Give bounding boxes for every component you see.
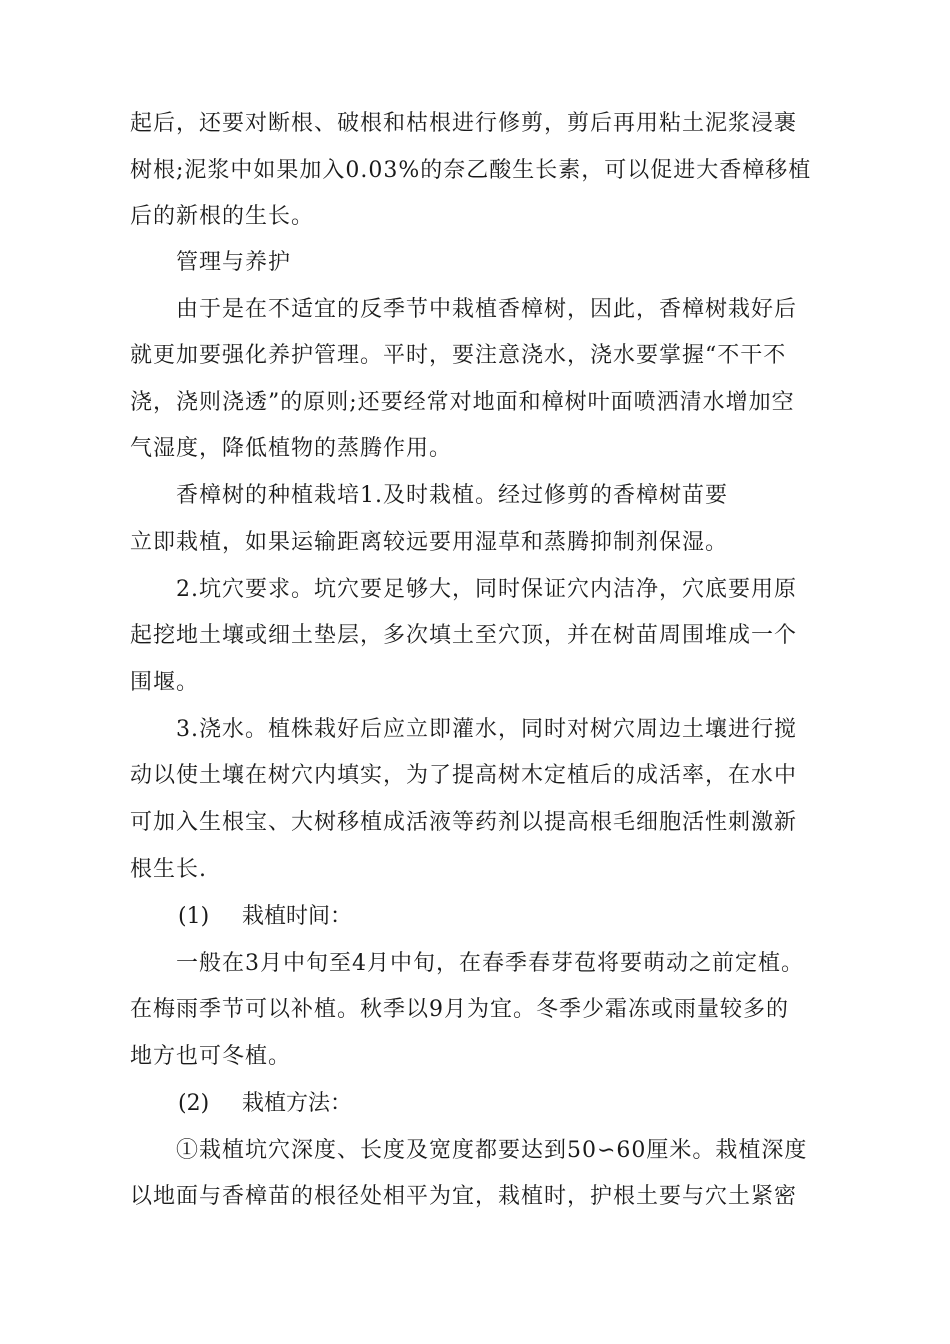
paragraph-line: ①栽植坑穴深度、长度及宽度都要达到50∽60厘米。栽植深度 [176,1138,808,1163]
heading-number: (2) [178,1091,210,1116]
paragraph-line: 2.坑穴要求。坑穴要足够大，同时保证穴内洁净，穴底要用原 [176,577,797,602]
paragraph-line: 后的新根的生长。 [130,204,315,229]
heading-title: 栽植时间： [242,904,353,929]
paragraph-line: 树根;泥浆中如果加入0.03%的奈乙酸生长素，可以促进大香樟移植 [130,158,812,183]
paragraph-line: 香樟树的种植栽培1.及时栽植。经过修剪的香樟树苗要 [176,483,728,508]
paragraph-line: 气湿度，降低植物的蒸腾作用。 [130,436,453,461]
paragraph-line: 在梅雨季节可以补植。秋季以9月为宜。冬季少霜冻或雨量较多的 [130,997,789,1022]
paragraph-line: 3.浇水。植株栽好后应立即灌水，同时对树穴周边土壤进行搅 [176,717,797,742]
heading-title: 栽植方法： [242,1091,353,1116]
paragraph-line: 可加入生根宝、大树移植成活液等药剂以提高根毛细胞活性刺激新 [130,810,798,835]
paragraph-line: 一般在3月中旬至4月中旬，在春季春芽苞将要萌动之前定植。 [176,951,804,976]
paragraph-line: 动以使土壤在树穴内填实，为了提高树木定植后的成活率，在水中 [130,763,798,788]
paragraph-line: 起后，还要对断根、破根和枯根进行修剪，剪后再用粘土泥浆浸裹 [130,111,798,136]
paragraph-line: 以地面与香樟苗的根径处相平为宜，栽植时，护根土要与穴土紧密 [130,1184,798,1209]
paragraph-line: 就更加要强化养护管理。平时，要注意浇水，浇水要掌握“不干不 [130,343,787,368]
paragraph-line: 起挖地土壤或细土垫层，多次填土至穴顶，并在树苗周围堆成一个 [130,623,798,648]
paragraph-line: 地方也可冬植。 [130,1044,292,1069]
paragraph-line: 由于是在不适宜的反季节中栽植香樟树，因此，香樟树栽好后 [176,297,798,322]
heading-number: (1) [178,904,210,929]
paragraph-line: 根生长. [130,857,207,882]
paragraph-line: 浇，浇则浇透”的原则;还要经常对地面和樟树叶面喷洒清水增加空 [130,390,795,415]
paragraph-line: 立即栽植，如果运输距离较远要用湿草和蒸腾抑制剂保湿。 [130,530,729,555]
paragraph-line: 围堰。 [130,670,200,695]
section-heading: 管理与养护 [176,250,292,275]
